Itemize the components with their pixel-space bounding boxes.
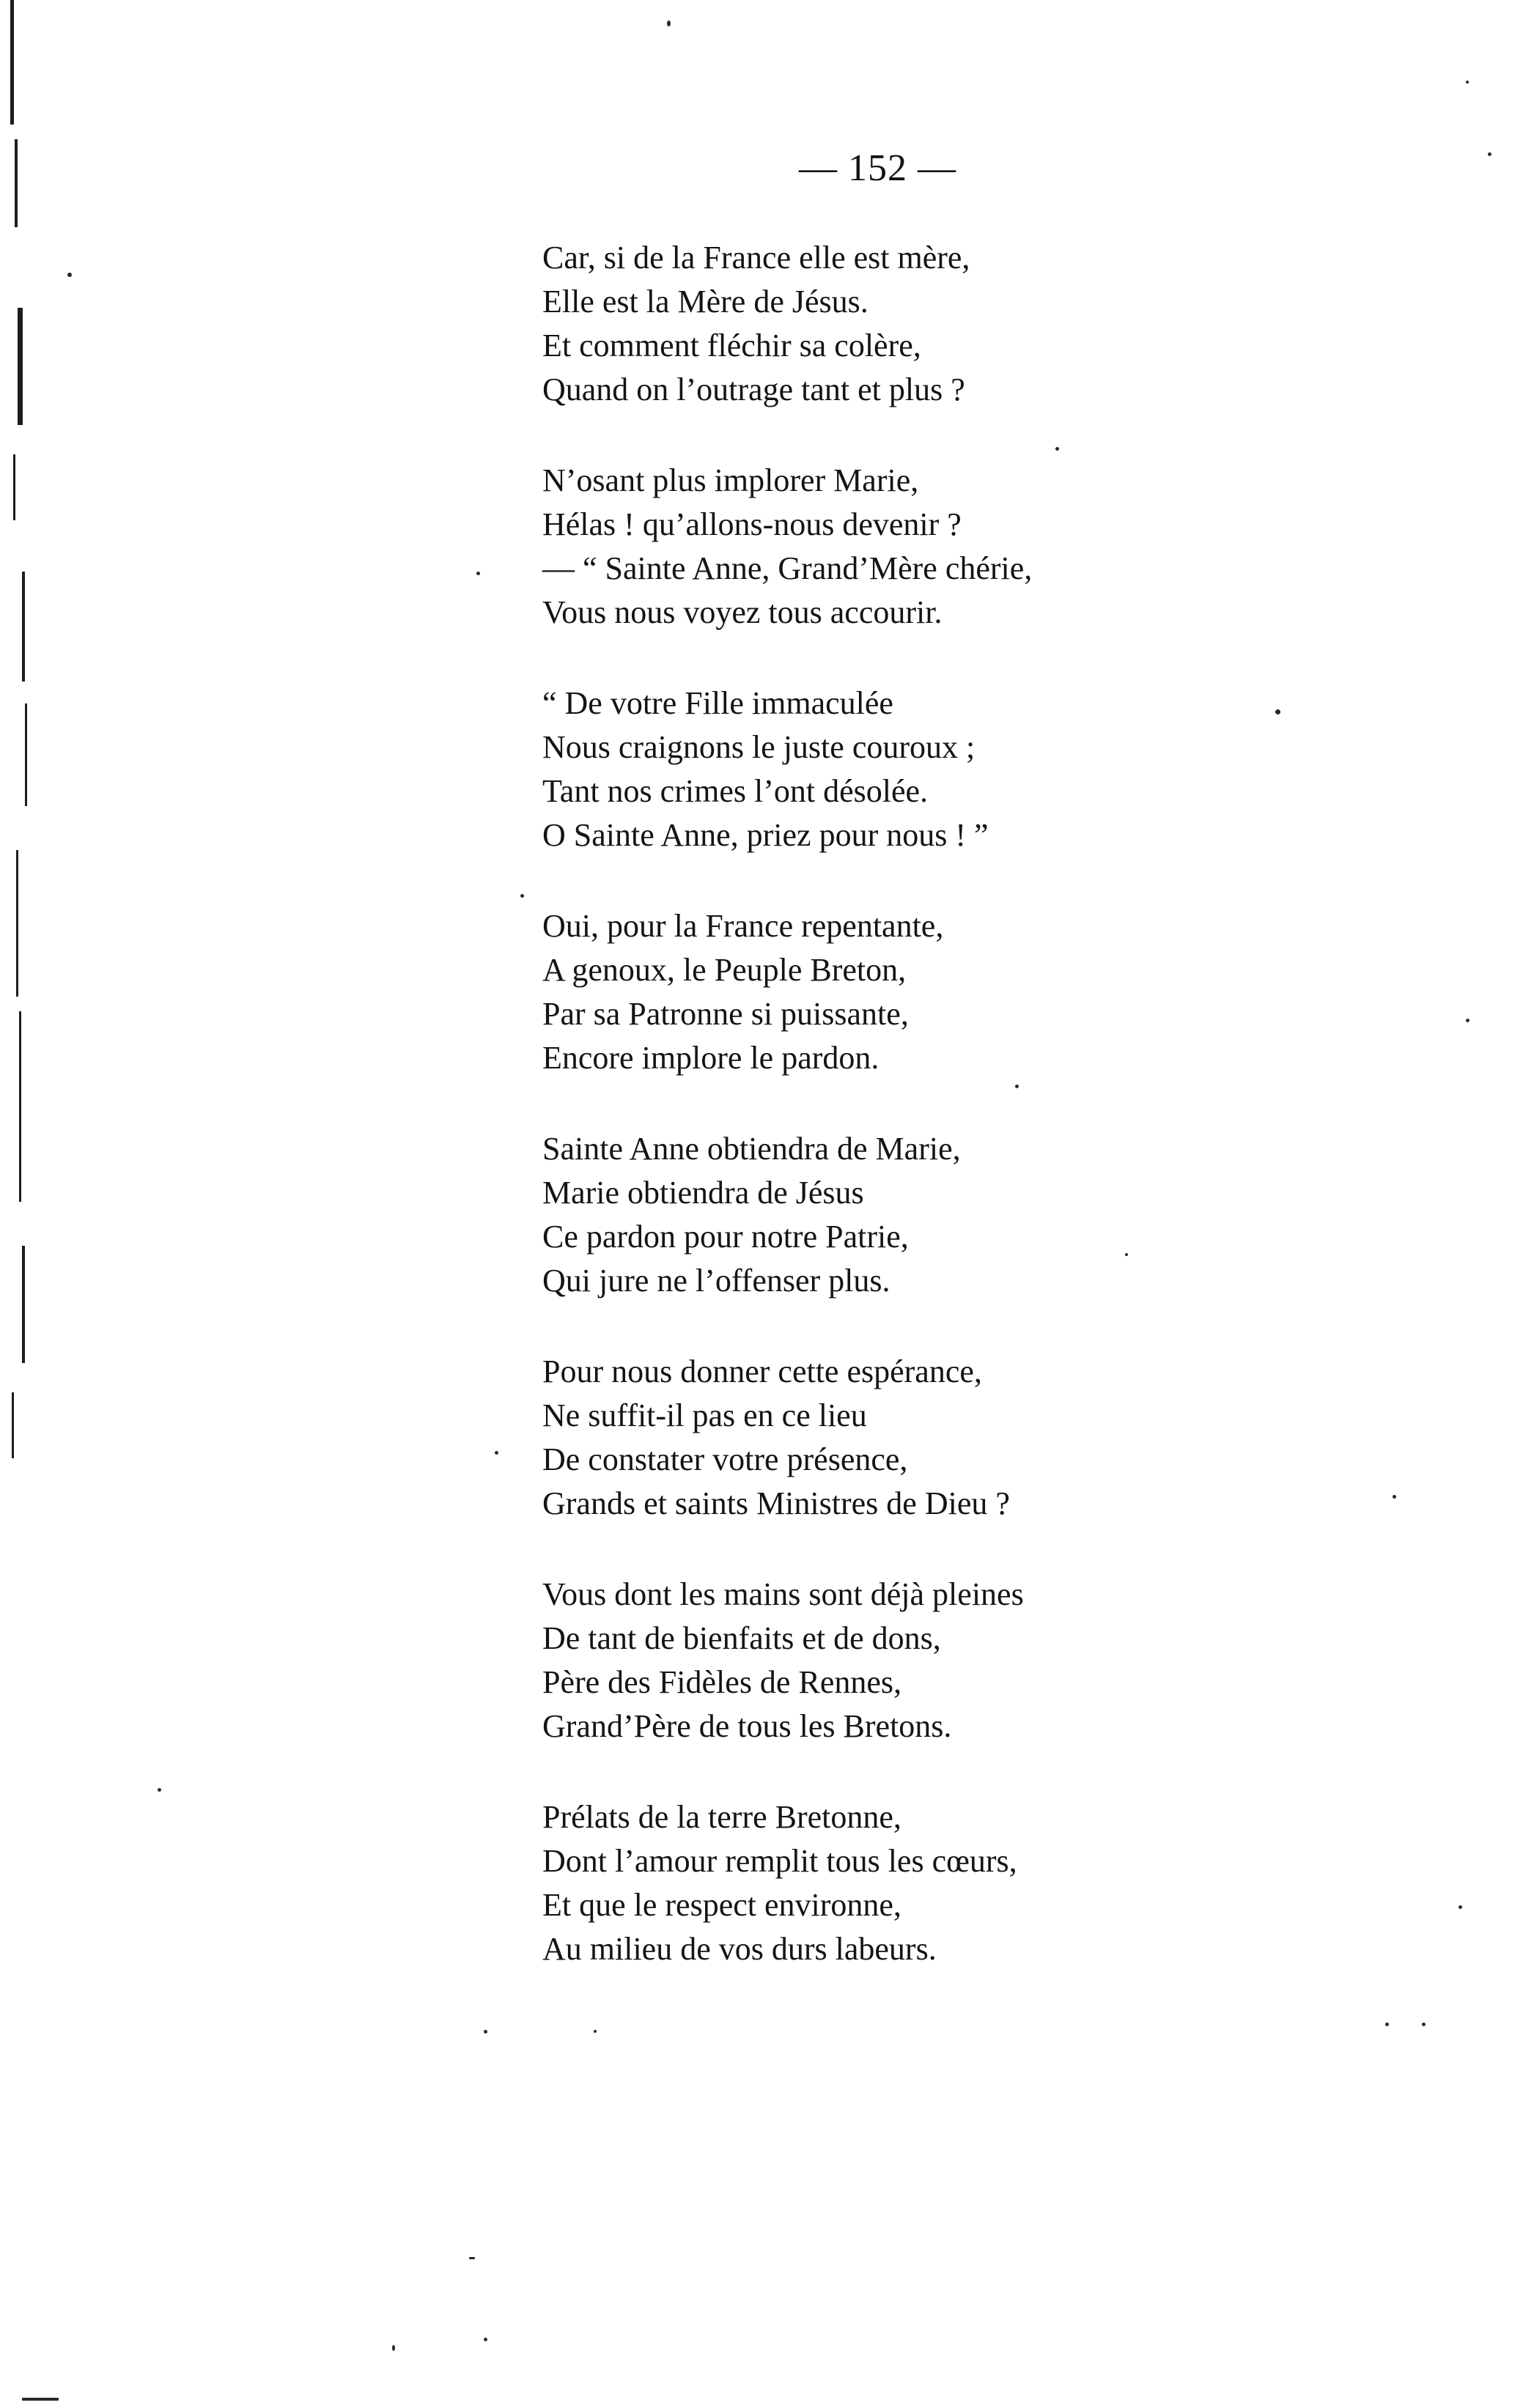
verse-line: Vous dont les mains sont déjà pleines bbox=[542, 1576, 1024, 1612]
stanza bbox=[542, 682, 1422, 857]
verse-line: De tant de bienfaits et de dons, bbox=[542, 1620, 941, 1656]
verse-line: Et comment fléchir sa colère, bbox=[542, 328, 921, 363]
verse-line: Père des Fidèles de Rennes, bbox=[542, 1664, 901, 1700]
verse-line: Tant nos crimes l’ont désolée. bbox=[542, 773, 929, 809]
verse-line: Qui jure ne l’offenser plus. bbox=[542, 1263, 890, 1299]
verse-line: Hélas ! qu’allons-nous devenir ? bbox=[542, 506, 962, 542]
verse-line: Ne suffit-il pas en ce lieu bbox=[542, 1397, 867, 1433]
verse-line: Marie obtiendra de Jésus bbox=[542, 1175, 864, 1211]
verse-line: — “ Sainte Anne, Grand’Mère chérie, bbox=[542, 550, 1033, 586]
stanza bbox=[542, 1350, 1422, 1526]
verse-line: Vous nous voyez tous accourir. bbox=[542, 594, 943, 630]
verse-line: Au milieu de vos durs labeurs. bbox=[542, 1931, 937, 1967]
verse-line: Car, si de la France elle est mère, bbox=[542, 240, 970, 276]
verse-line: O Sainte Anne, priez pour nous ! ” bbox=[542, 817, 989, 853]
verse-line: Grand’Père de tous les Bretons. bbox=[542, 1708, 952, 1744]
verse-line: Dont l’amour remplit tous les cœurs, bbox=[542, 1843, 1017, 1879]
verse-line: Ce pardon pour notre Patrie, bbox=[542, 1219, 909, 1255]
stanza bbox=[542, 1573, 1422, 1748]
verse-line: Elle est la Mère de Jésus. bbox=[542, 284, 869, 320]
verse-line: De constater votre présence, bbox=[542, 1441, 908, 1477]
poem bbox=[542, 236, 1422, 2018]
verse-line: N’osant plus implorer Marie, bbox=[542, 462, 919, 498]
verse-line: Et que le respect environne, bbox=[542, 1887, 901, 1923]
verse-line: Oui, pour la France repentante, bbox=[542, 908, 944, 944]
stanza bbox=[542, 1127, 1422, 1303]
page-number: — 152 — bbox=[799, 147, 956, 189]
verse-line: “ De votre Fille immaculée bbox=[542, 685, 893, 721]
verse-line: Pour nous donner cette espérance, bbox=[542, 1353, 982, 1389]
stanza bbox=[542, 904, 1422, 1080]
verse-line: Encore implore le pardon. bbox=[542, 1040, 879, 1076]
binding-edge bbox=[0, 0, 51, 2408]
verse-line: Prélats de la terre Bretonne, bbox=[542, 1799, 901, 1835]
stanza bbox=[542, 236, 1422, 412]
verse-line: Quand on l’outrage tant et plus ? bbox=[542, 372, 965, 407]
verse-line: Grands et saints Ministres de Dieu ? bbox=[542, 1485, 1010, 1521]
stanza bbox=[542, 1795, 1422, 1971]
verse-line: Par sa Patronne si puissante, bbox=[542, 996, 909, 1032]
stanza bbox=[542, 459, 1422, 635]
verse-line: Nous craignons le juste couroux ; bbox=[542, 729, 976, 765]
verse-line: A genoux, le Peuple Breton, bbox=[542, 952, 907, 988]
verse-line: Sainte Anne obtiendra de Marie, bbox=[542, 1131, 961, 1167]
